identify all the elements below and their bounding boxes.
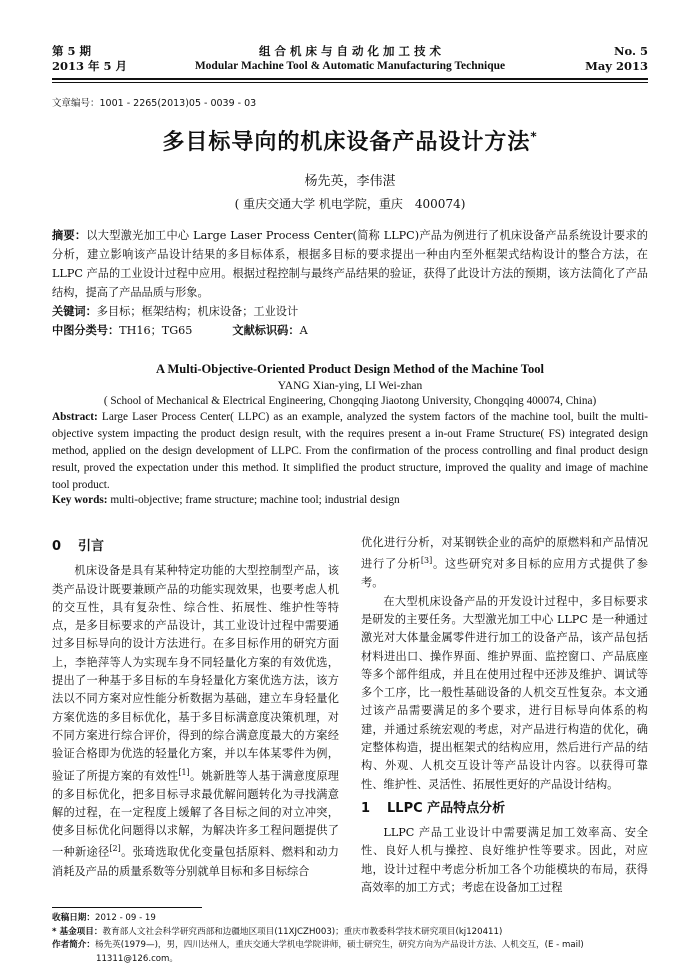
- footnotes: [52, 912, 648, 966]
- clc-value: TH16；TG65: [119, 324, 193, 337]
- paper-title-en: A Multi-Objective-Oriented Product Design Method of the Machine Tool: [156, 362, 544, 376]
- title-text-cn: 多目标导向的机床设备产品设计方法: [162, 130, 531, 155]
- issue-date-en: May 2013: [585, 59, 648, 73]
- clc-label: 中图分类号：: [52, 324, 120, 337]
- keywords-en-label: Key words:: [52, 494, 108, 506]
- article-number: 文章编号：1001 - 2265(2013)05 - 0039 - 03: [52, 98, 257, 109]
- journal-header: [52, 44, 648, 78]
- section-heading-1: [361, 800, 648, 818]
- footnote-text: 教育部人文社会科学研究西部和边疆地区项目(11XJCZH003)；重庆市教委科学技术研究项目(kj120411): [102, 926, 503, 937]
- keywords-cn-label: 关键词：: [52, 305, 97, 318]
- abstract-cn-label: 摘要：: [52, 229, 87, 242]
- paragraph: LLPC 产品工业设计中需要满足加工效率高、安全性、良好人机与操控、良好维护性等要求。因此，对应地，设计过程中考虑分析加工各个功能模块的布局，获得高效率的加工方式；考虑在设备加工过程: [361, 826, 648, 895]
- affiliation-en: ( School of Mechanical & Electrical Engineering, Chongqing Jiaotong University, Chongqing 400074, China): [103, 395, 597, 407]
- citation-link[interactable]: [3]: [420, 556, 433, 566]
- keywords-cn-text: 多目标；框架结构；机床设备；工业设计: [96, 305, 299, 318]
- paragraph: [52, 562, 339, 881]
- paragraph-text: 。张琦选取优化变量包括原料、燃料和动力消耗及产品的质量系数等分别就单目标和多目标综合: [52, 846, 339, 878]
- paragraph-text: 优化进行分析，对某钢铁企业的高炉的原燃料和产品情况进行了分析: [361, 536, 648, 572]
- left-column: [52, 534, 339, 897]
- abstract-cn: [52, 226, 648, 302]
- authors-en: YANG Xian-ying, LI Wei-zhan: [277, 380, 423, 392]
- title-footnote-mark: *: [530, 129, 538, 144]
- footnote-rule: [52, 907, 202, 908]
- citation-link[interactable]: [2]: [109, 844, 121, 854]
- paragraph-text: 。这些研究对多目标的应用方式提供了参考。: [361, 558, 648, 590]
- journal-name-en: Modular Machine Tool & Automatic Manufacturing Technique: [194, 60, 506, 72]
- paragraph-text: 。姚新胜等人基于满意度原理的多目标优化，把多目标寻求最优解问题转化为寻找满意解的过程，在一定程度上缓解了各目标之间的对立冲突，使多目标优化问题得以求解，为解决许多工程问题提供了一种新途径: [52, 769, 339, 860]
- section-title: LLPC 产品特点分析: [387, 800, 506, 816]
- journal-name: [52, 44, 648, 74]
- footnote-author: [52, 939, 648, 953]
- section-title: 引言: [78, 539, 105, 554]
- keywords-en-text: multi-objective; frame structure; machine tool; industrial design: [107, 494, 400, 506]
- issue-info-en: [585, 44, 648, 74]
- abstract-en-label: Abstract:: [52, 411, 98, 423]
- header-rule-thick: [52, 78, 648, 80]
- paragraph: [361, 534, 648, 593]
- footnote-fund: [52, 926, 648, 940]
- doc-code-label: 文献标识码：: [232, 324, 300, 337]
- footnote-received: [52, 912, 648, 926]
- section-number: 0: [52, 539, 62, 554]
- issue-number-en: No. 5: [614, 44, 648, 58]
- paper-title-cn: [52, 125, 648, 156]
- journal-name-cn: 组 合 机 床 与 自 动 化 加 工 技 术: [258, 44, 442, 58]
- keywords-cn: [52, 303, 648, 321]
- abstract-en: [52, 409, 648, 494]
- authors-cn: 杨先英，李伟湛: [304, 174, 396, 189]
- affiliation-cn: ( 重庆交通大学 机电学院，重庆 400074): [234, 197, 466, 211]
- keywords-en: [52, 494, 648, 506]
- issue-date-cn: 2013 年 5 月: [52, 59, 128, 73]
- doc-code-value: A: [299, 324, 308, 337]
- footnote-text: 2012 - 09 - 19: [94, 913, 156, 924]
- section-number: 1: [361, 800, 371, 816]
- paragraph-text: 机床设备是具有某种特定功能的大型控制型产品，该类产品设计既要兼顾产品的功能实现效果，也要考虑人机的交互性，具有复杂性、综合性、拓展性、维护性等特点，是多目标要求的产品设计，其工业设计过程中需要通过多目标导向的设计方法进行。在多目标作用的研究方面上，李艳萍等人为实现车身不同轻量化方案的有效优选，提出了一种基于多目标的车身轻量化方案优选方法，该方法以不同方案对应性能分析数据为基础，建立车身轻量化方案优选的多目标优化，基于多目标满意度决策机理，对不同方案进行综合评价，得到的综合满意度最大的方案经验证合格即为优选的轻量化方案，并以车体某零件为例，验证了所提方案的有效性: [52, 564, 339, 783]
- classification-line: [52, 322, 648, 340]
- footnote-text: 杨先英(1979—)，男，四川达州人，重庆交通大学机电学院讲师，硕士研究生，研究方向为产品设计方法、人机交互，(E - mail): [94, 940, 584, 951]
- right-column: [361, 534, 648, 897]
- paragraph: 在大型机床设备产品的开发设计过程中，多目标要求是研发的主要任务。大型激光加工中心 LLPC 是一种通过激光对大体量金属零件进行加工的设备产品，该产品包括材料进出口、操作界面、维护界面、监控窗口、产品底座等多个部件组成，并且在使用过程中还涉及维护、调试等多个工序，比一般性基础设备的人机交互性复杂。本文通过该产品需要满足的多个要求，进行目标导向体系的构建，并通过系统宏观的考虑，对产品进行构造的优化，确定整体构造，提出框架式的结构应用，然后进行产品的结构、外观、人机交互设计等产品设计内容。以获得可靠性、维护性、灵活性、拓展性更好的产品设计结构。: [361, 594, 648, 791]
- abstract-cn-text: 以大型激光加工中心 Large Laser Process Center(简称 LLPC)产品为例进行了机床设备产品系统设计要求的分析，建立影响该产品设计结果的多目标体系，根据多目标的要求提出一种由内至外框架式结构设计的整合方法，在 LLPC 产品的工业设计过程中应用。根据过程控制与最终产品结果的验证，获得了此设计方法的预期，该方法简化了产品结构，提高了产品品质与形象。: [52, 229, 648, 299]
- citation-link[interactable]: [1]: [178, 767, 190, 777]
- header-rule-thin: [52, 82, 648, 83]
- footnote-email[interactable]: 11311@126.com。: [96, 953, 179, 964]
- body-columns: [52, 534, 648, 897]
- footnote-label: * 基金项目：: [52, 926, 103, 937]
- footnote-label: 作者简介：: [52, 940, 95, 951]
- section-heading-0: [52, 538, 339, 556]
- abstract-en-text: Large Laser Process Center( LLPC) as an example, analyzed the system factors of the machine tool, built the multi-objective system impacting the product design result, with the requires present a in-out Frame Structure( FS) integrated design method, applied on the design development of LLPC. From the confirmation of the process controlling and final product design result, proved the expectation under this method. It simplified the product structure, improved the quality and image of machine tool product.: [52, 411, 648, 491]
- footnote-label: 收稿日期：: [52, 913, 95, 924]
- issue-number-cn: 第 5 期: [52, 44, 92, 58]
